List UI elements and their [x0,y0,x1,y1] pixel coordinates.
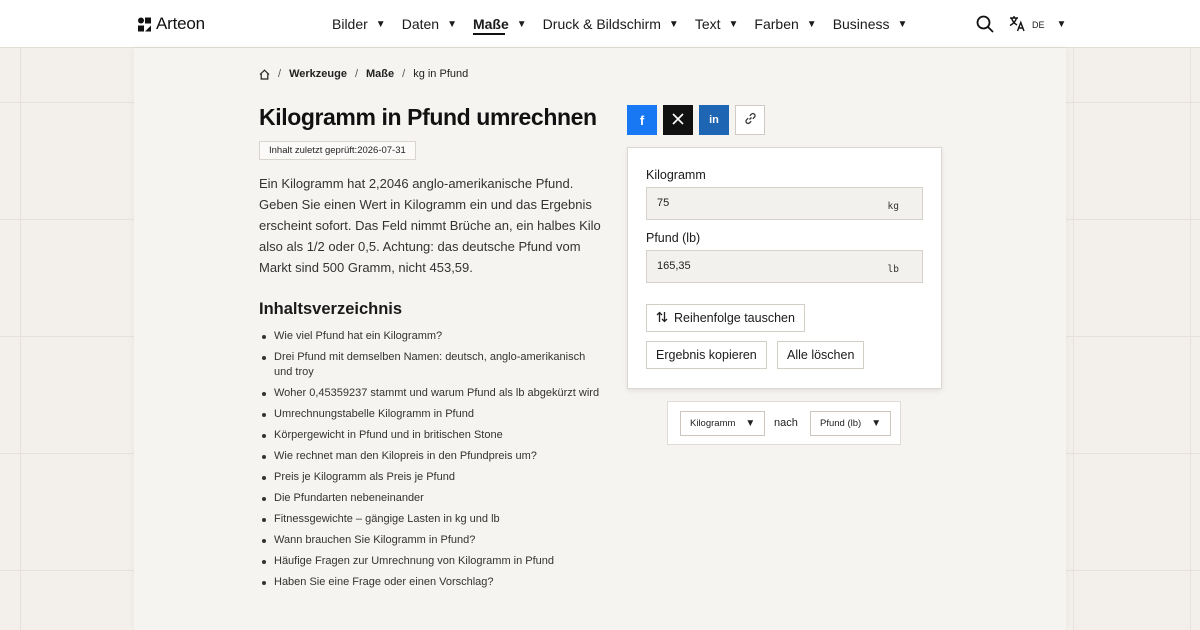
toc-item[interactable]: Wann brauchen Sie Kilogramm in Pfund? [259,533,604,548]
caret-down-icon: ▼ [375,18,386,30]
toc-item[interactable]: Wie rechnet man den Kilopreis in den Pfundpreis um? [259,449,604,464]
x-icon [672,113,684,128]
kg-unit-label: kg [887,201,899,212]
nav-label: Text [694,16,721,32]
pound-input[interactable] [647,251,922,282]
brand-logo-icon [137,17,152,32]
nav-label: Business [832,16,890,32]
clear-all-button[interactable] [777,341,864,369]
page-title: Kilogramm in Pfund umrechnen [259,104,597,130]
toc-item[interactable]: Körpergewicht in Pfund und in britischen Stone [259,428,604,443]
caret-down-icon: ▼ [447,18,457,30]
facebook-icon: f [639,112,645,128]
language-code: DE [1032,19,1045,30]
brand-name: Arteon [156,14,205,33]
breadcrumb [259,68,468,80]
copy-result-button[interactable] [646,341,767,369]
breadcrumb-current: kg in Pfund [413,68,469,80]
kilogram-input-field [646,187,923,220]
toc-item[interactable]: Drei Pfund mit demselben Namen: deutsch, anglo-amerikanisch und troy [259,350,604,380]
table-of-contents [259,329,604,596]
nav-label: Daten [401,16,440,32]
nav-item-daten[interactable] [402,0,457,48]
toc-item[interactable]: Wie viel Pfund hat ein Kilogramm? [259,329,604,344]
caret-down-icon: ▼ [745,418,756,429]
linkedin-icon: in [709,114,719,126]
breadcrumb-separator: / [402,68,406,80]
last-checked-badge: Inhalt zuletzt geprüft:2026-07-31 [259,141,416,160]
caret-down-icon: ▼ [668,18,679,30]
caret-down-icon: ▼ [1056,19,1067,30]
toc-item[interactable]: Umrechnungstabelle Kilogramm in Pfund [259,407,604,422]
caret-down-icon: ▼ [871,418,882,429]
main-menu [332,0,923,48]
pound-input-field [646,250,923,283]
from-field-label: Kilogramm [646,168,706,182]
nav-item-text[interactable] [695,0,739,48]
toc-item[interactable]: Preis je Kilogramm als Preis je Pfund [259,470,604,485]
share-linkedin-button[interactable] [699,105,729,135]
link-icon [744,112,757,128]
toc-item[interactable]: Die Pfundarten nebeneinander [259,491,604,506]
lb-unit-label: lb [887,264,899,275]
swap-arrows-icon [656,311,668,326]
caret-down-icon: ▼ [897,18,908,30]
breadcrumb-item-werkzeuge[interactable]: Werkzeuge [289,68,347,80]
unit-selection-bar [667,401,901,445]
nav-item-bilder[interactable] [332,0,386,48]
nav-item-farben[interactable] [754,0,816,48]
swap-order-label: Reihenfolge tauschen [674,311,795,325]
toc-item[interactable]: Häufige Fragen zur Umrechnung von Kilogramm in Pfund [259,554,604,569]
swap-order-button[interactable] [646,304,805,332]
clear-all-label: Alle löschen [787,348,855,362]
caret-down-icon: ▼ [728,18,739,30]
share-buttons [627,105,765,135]
home-icon[interactable] [259,69,270,80]
to-unit-value: Pfund (lb) [820,418,862,429]
breadcrumb-separator: / [278,68,282,80]
unit-connector: nach [774,417,798,429]
caret-down-icon: ▼ [806,18,817,30]
main-content [134,48,1066,630]
unit-converter [627,147,942,389]
toc-item[interactable]: Haben Sie eine Frage oder einen Vorschlag? [259,575,604,590]
kilogram-input[interactable] [647,188,922,219]
copy-result-label: Ergebnis kopieren [656,348,757,362]
nav-label: Farben [754,16,799,32]
nav-item-business[interactable] [833,0,908,48]
nav-label: Druck & Bildschirm [542,16,661,32]
caret-down-icon: ▼ [516,18,527,30]
translate-icon [1009,15,1026,34]
nav-item-masse[interactable] [473,0,527,48]
from-unit-value: Kilogramm [690,418,736,429]
toc-item[interactable]: Woher 0,45359237 stammt und warum Pfund als lb abgekürzt wird [259,386,604,401]
from-unit-select[interactable] [680,411,765,436]
brand-logo[interactable] [137,14,205,34]
search-icon[interactable] [976,15,994,33]
nav-label: Bilder [332,16,368,32]
toc-heading: Inhaltsverzeichnis [259,300,403,318]
copy-link-button[interactable] [735,105,765,135]
share-x-button[interactable] [663,105,693,135]
intro-text: Ein Kilogramm hat 2,2046 anglo-amerikanische Pfund. Geben Sie einen Wert in Kilogramm ein und das Ergebnis erscheint sofort. Das Feld nimmt Brüche an, ein halbes Kilo also als 1/2 oder 0,5. Achtung: das deutsche Pfund vom Markt sind 500 Gramm, nicht 453,59. [259,176,601,275]
toc-item[interactable]: Fitnessgewichte – gängige Lasten in kg und lb [259,512,604,527]
top-navigation-bar [0,0,1200,48]
to-field-label: Pfund (lb) [646,231,701,245]
nav-item-druck-bildschirm[interactable] [543,0,679,48]
language-switcher[interactable] [1009,15,1066,34]
nav-label: Maße [472,16,509,32]
breadcrumb-separator: / [354,68,358,80]
breadcrumb-item-masse[interactable]: Maße [366,68,395,80]
share-facebook-button[interactable] [627,105,657,135]
to-unit-select[interactable] [810,411,891,436]
